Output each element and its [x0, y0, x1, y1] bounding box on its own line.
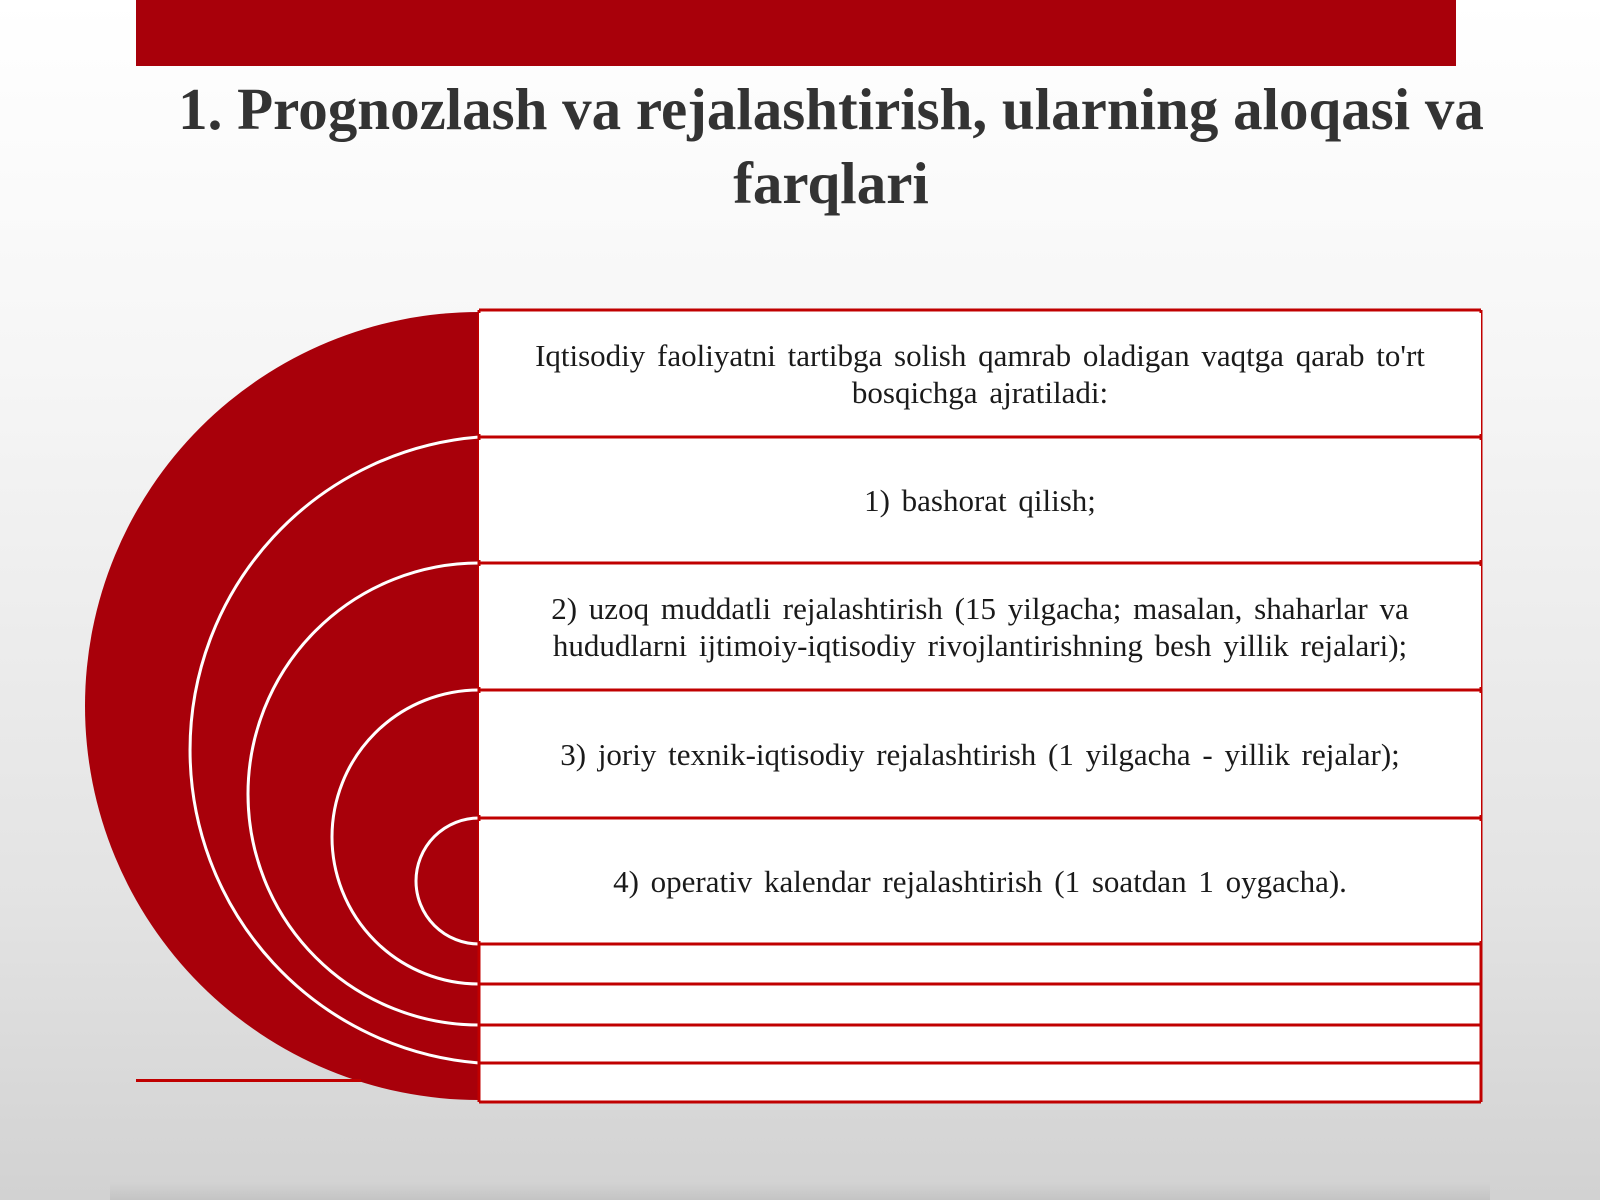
list-item-text: 2) uzoq muddatli rejalashtirish (15 yilgacha; masalan, shaharlar va hududlarni ijtimoiy-iqtisodiy rivojlantirishning besh yillik rejalari); [551, 590, 1409, 663]
list-item-2 [479, 566, 1481, 687]
list-header-box [479, 313, 1481, 434]
list-item-text: 1) bashorat qilish; [864, 482, 1096, 518]
list-item-3 [479, 693, 1481, 815]
list-item-text: 4) operativ kalendar rejalashtirish (1 soatdan 1 oygacha). [613, 863, 1347, 899]
bottom-shadow [110, 1182, 1490, 1200]
slide-title: 1. Prognozlash va rejalashtirish, ularning aloqasi va farqlari [178, 76, 1484, 216]
list-item-text: 3) joriy texnik-iqtisodiy rejalashtirish (1 yilgacha - yillik rejalar); [560, 736, 1400, 772]
list-item-4 [479, 821, 1481, 941]
outer-arc-fill [85, 312, 479, 1100]
list-header-text: Iqtisodiy faoliyatni tartibga solish qamrab oladigan vaqtga qarab to'rt bosqichga ajratiladi: [535, 337, 1425, 410]
bottom-accent-line [136, 1079, 361, 1082]
list-item-1 [479, 440, 1481, 560]
